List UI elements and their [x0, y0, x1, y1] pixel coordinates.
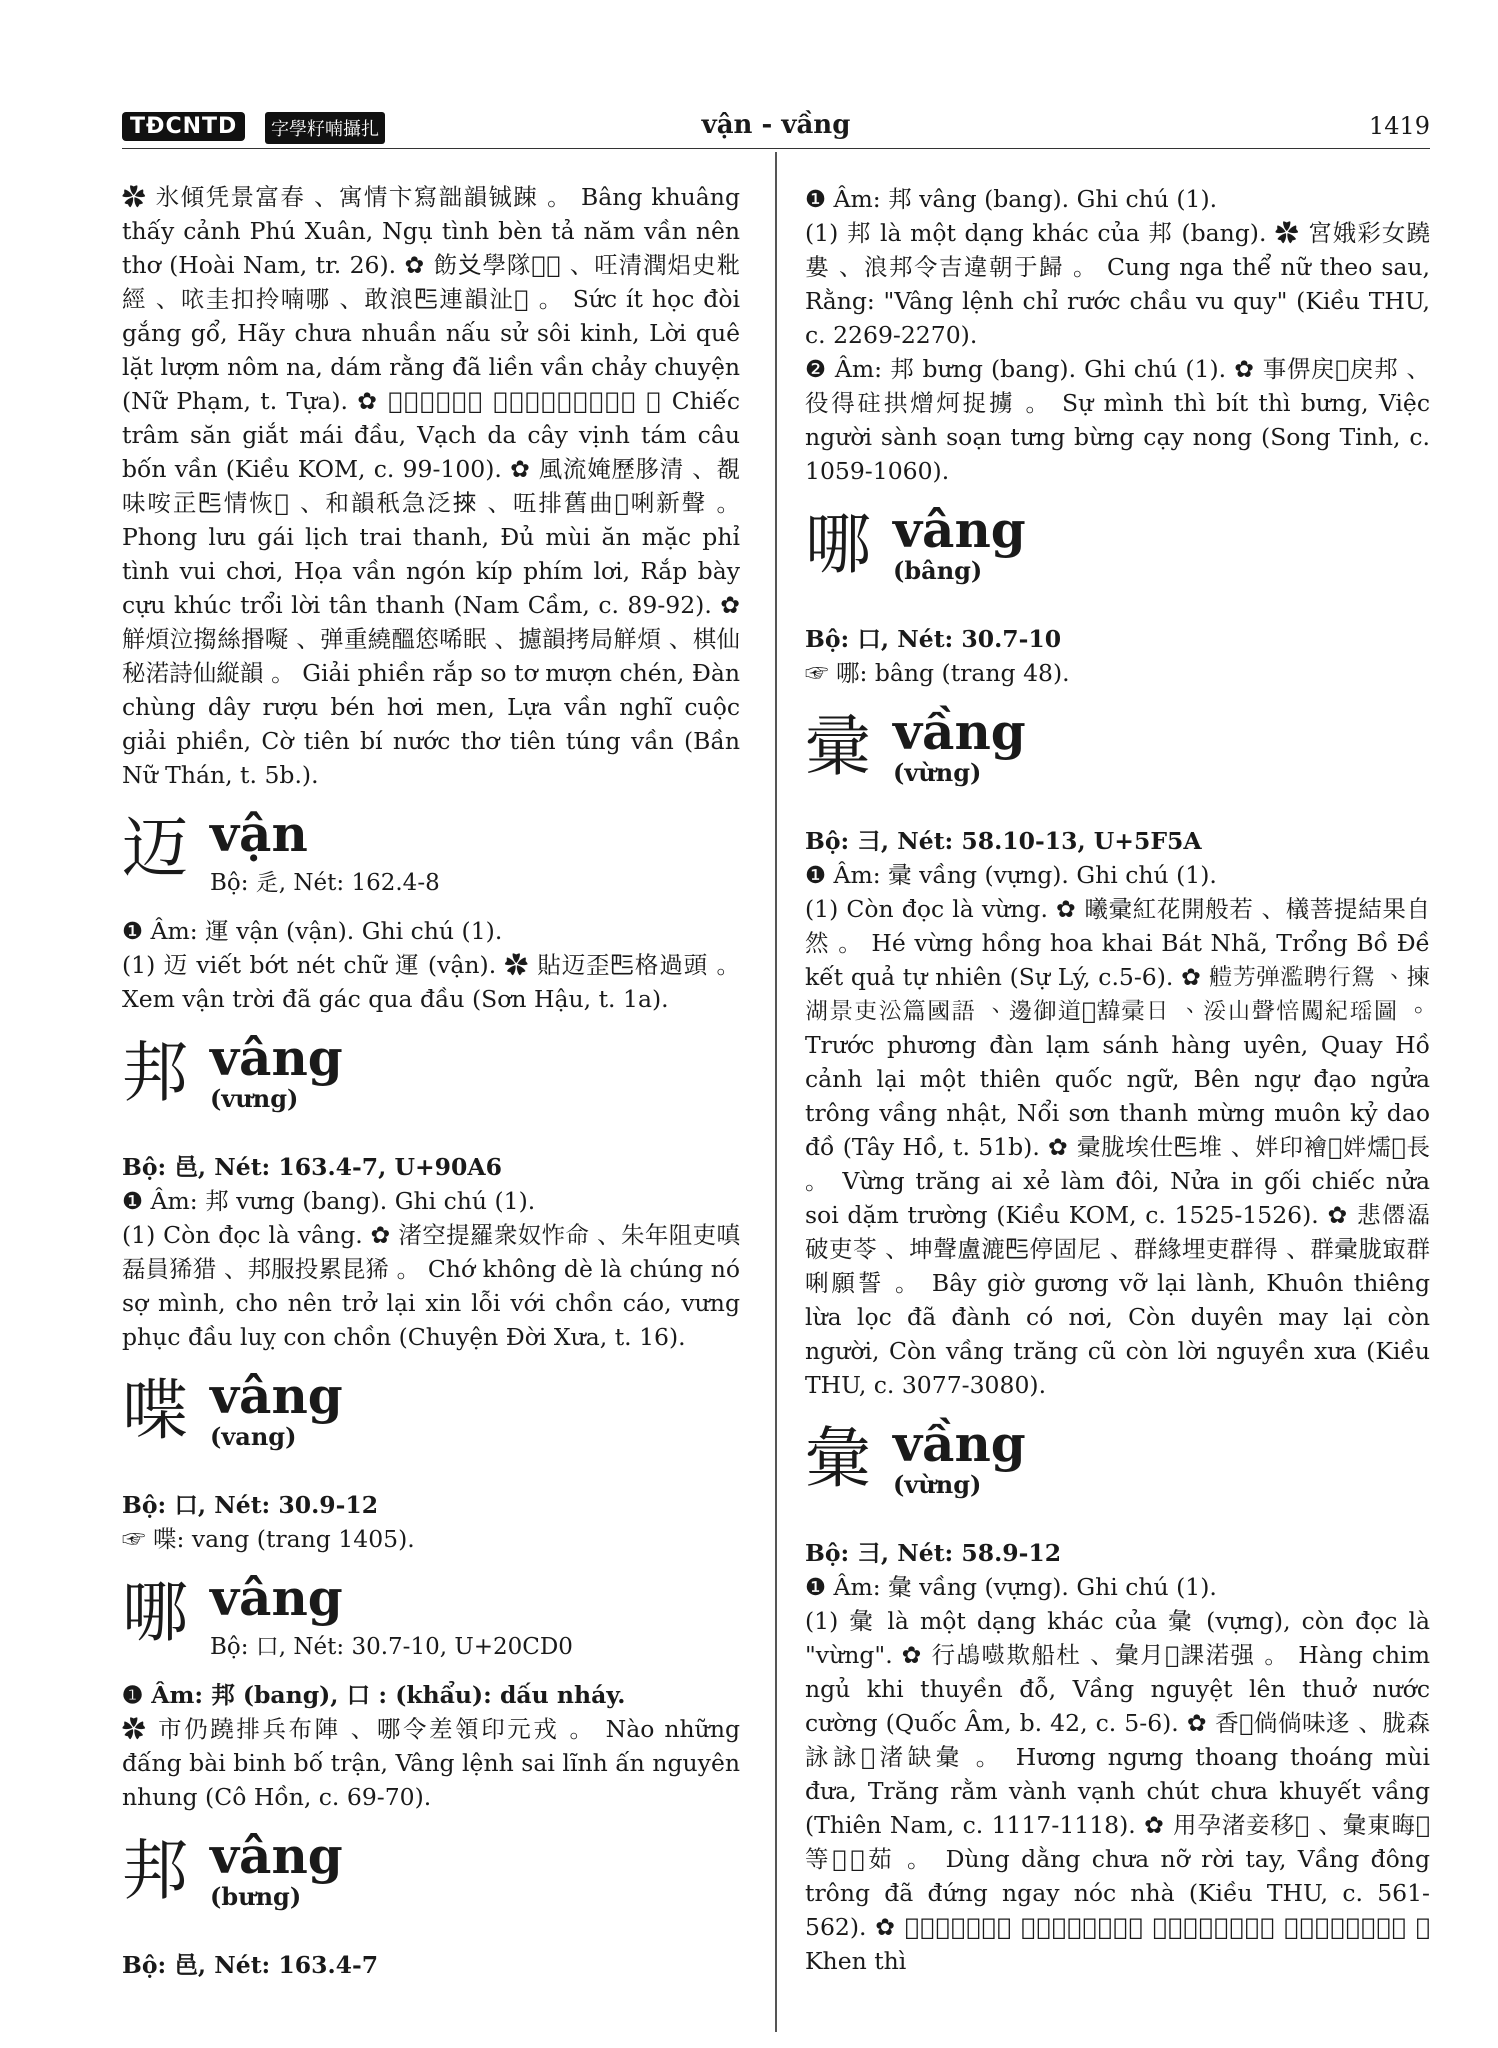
entry-am: ❶ Âm: 運 vận (vận). Ghi chú (1). — [122, 917, 503, 945]
entry-head — [805, 704, 1430, 824]
entry-radical: Bộ: 彐, Nét: 58.9-12 — [805, 1539, 1062, 1567]
entry-pronunciation: (bâng) — [893, 556, 983, 585]
entry-radical: Bộ: 邑, Nét: 163.4-7 — [122, 1951, 379, 1979]
entry-radical: Bộ: 辵, Nét: 162.4-8 — [210, 870, 440, 896]
entry-body: ✿ 市仍蹺排兵布陣 、哪令差領印元戎 。 Nào những đấng bài binh bố trận, Vâng lệnh sai lĩnh ấn nguyên nhung (Cô Hồn, c. 69-70). — [122, 1715, 740, 1811]
entry-pronunciation: (vang) — [210, 1422, 297, 1451]
entry-radical: Bộ: 口, Nét: 30.7-10 — [805, 625, 1062, 653]
entry-am: ❶ Âm: 彚 vầng (vựng). Ghi chú (1). — [805, 861, 1217, 889]
entry-body: (1) Còn đọc là vâng. ✿ 渚空提羅衆奴怍命 、朱年阻吏嗔磊員狶猎 、邦服投累昆狶 。 Chớ không dè là chúng nó sợ mình, cho nên trở lại xin lỗi với chồn cáo, vưng phục đầu luỵ con chồn (Chuyện Đời Xưa, t. 16). — [122, 1221, 740, 1351]
entry-headword: vầng — [893, 702, 1026, 761]
entry-headword: vâng — [210, 1826, 343, 1885]
entry-radical: Bộ: 口, Nét: 30.9-12 — [122, 1491, 379, 1519]
entry-paragraph: ✿ 氷傾凭景富春 、寓情卞寫韷韻铖踈 。 Bâng khuâng thấy cảnh Phú Xuân, Ngụ tình bèn tả năm vần nên thơ (Hoài Nam, tr. 26). ✿ 飭𠬠學隊𠢞𠢟 、㕵清潤焒史粃經 、𠲖圭扣拎喃哪 、敢浪𠀧連韻沚𠻃 。 Sức ít học đòi gắng gổ, Hãy chưa nhuần nấu sử sôi kinh, Lời quê lặt lượm nôm na, dám rằng đã liền vần chảy chuyện (Nữ Phạm, t. Tựa). ✿ 𤤰簪産擳厘頭 、拍㐌核詠㮨勾罘韻 。 Chiếc trâm săn giắt mái đầu, Vạch da cây vịnh tám câu bốn vần (Kiều KOM, c. 99-100). ✿ 風流㛪歷䏧清 、覩味咹㱏𠀧情恢𣈙 、和韻秖急泛𢯦 、㕶排舊曲𨀏唎新聲 。 Phong lưu gái lịch trai thanh, Đủ mùi ăn mặc phỉ tình vui chơi, Họa vần ngón kíp phím lơi, Rắp bày cựu khúc trổi lời tân thanh (Nam Cầm, c. 89-92). ✿ 觧煩泣搊絲㨉㘈 、弹重繞醞㥋唏眠 、攄韻拷局觧煩 、棋仙秘渃詩仙縦韻 。 Giải phiền rắp so tơ mượn chén, Đàn chùng dây rượu bén hơi men, Lựa vần nghĩ cuộc giải phiền, Cờ tiên bí nước thơ tiên túng vần (Bần Nữ Thán, t. 5b.). — [122, 183, 740, 789]
entry-am: ❶ Âm: 邦 vưng (bang). Ghi chú (1). — [122, 1187, 536, 1215]
column-divider — [775, 152, 777, 2032]
entry-hanzi: 彙 — [805, 1420, 871, 1497]
entry-am: ❶ Âm: 邦 vâng (bang). Ghi chú (1). — [805, 185, 1218, 213]
entry-hanzi: 哪 — [122, 1574, 188, 1651]
entry-head — [805, 502, 1430, 622]
entry-pronunciation: (bưng) — [210, 1882, 302, 1911]
entry-body: (1) 彙 là một dạng khác của 彙 (vựng), còn đọc là "vừng". ✿ 行𪀄𠿤欺船杜 、彙月𨀍課渃强 。 Hàng chim ngủ khi thuyền đỗ, Vầng nguyệt lên thuở nước cường (Quốc Âm, b. 42, c. 5-6). ✿ 香𣹕倘倘味迻 、胧森詠詠𦁀渚缺彙 。 Hương ngưng thoang thoáng mùi đưa, Trăng rằm vành vạnh chút chưa khuyết vầng (Thiên Nam, c. 1117-1118). ✿ 用孕渚妾移𣙈 、彙東晦𠀧等𧷸𧄭茹 。 Dùng dằng chưa nỡ rời tay, Vầng đông trông đã đứng ngay nóc nhà (Kiều THU, c. 561-562). ✿ 𣅶時铖乍吱铖曳 、秩𢀨庄歐特庄𢚸 、固埃别特悉知己 、㟁㟁嫩高月㝵彙 。 Khen thì — [805, 1607, 1430, 1975]
entry-radical: Bộ: 邑, Nét: 163.4-7, U+90A6 — [122, 1153, 502, 1181]
entry-head — [122, 1030, 740, 1150]
entry-head — [122, 1828, 740, 1948]
page-header — [122, 104, 1430, 149]
entry-headword: vận — [210, 804, 308, 863]
entry-reference: ☞ 喋: vang (trang 1405). — [122, 1525, 415, 1553]
entry-headword: vâng — [210, 1366, 343, 1425]
entry-headword: vâng — [210, 1568, 343, 1627]
page-title: vận - vầng — [701, 110, 851, 140]
entry-am: ❷ Âm: 邦 bưng (bang). Ghi chú (1). ✿ 事㑭戻𥴙戻邦 、役得砫拱熷炣捉擄 。 Sự mình thì bít thì bưng, Việc người sành soạn tưng bừng cạy nong (Song Tinh, c. 1059-1060). — [805, 355, 1430, 485]
entry-am: ❶ Âm: 邦 (bang), 口 : (khẩu): dấu nháy. — [122, 1681, 626, 1709]
entry-radical: Bộ: 彐, Nét: 58.10-13, U+5F5A — [805, 827, 1202, 855]
entry-pronunciation: (vừng) — [893, 758, 982, 787]
entry-body: (1) Còn đọc là vừng. ✿ 曦彚紅花開般若 、檥菩提結果自然 。 Hé vừng hồng hoa khai Bát Nhã, Trổng Bồ Đề kết quả tự nhiên (Sự Lý, c.5-6). ✿ 𦪍芳弹濫聘行鴛 、揀湖景吏㳂篇國語 、邊御道𤉗𩏓彚日 、浽山聲㥉闖紀瑶圖 。 Trước phương đàn lạm sánh hàng uyên, Quay Hồ cảnh lại một thiên quốc ngữ, Bên ngự đạo ngửa trông vầng nhật, Nổi sơn thanh mừng muôn kỷ dao đồ (Tây Hồ, t. 51b). ✿ 彚胧埃仕𠀧堆 、姅印襘𩃳姅燸𩧍長 。 Vừng trăng ai xẻ làm đôi, Nửa in gối chiếc nửa soi dặm trường (Kiều KOM, c. 1525-1526). ✿ 悲𠎣𤂬破吏苓 、坤聲盧漉𠀧停固尼 、群緣埋吏群得 、群彚胧㝡群唎願誓 。 Bây giờ gương vỡ lại lành, Khuôn thiêng lừa lọc đã đành có nơi, Còn duyên may lại còn người, Còn vầng trăng cũ còn lời nguyền xưa (Kiều THU, c. 3077-3080). — [805, 895, 1430, 1399]
entry-hanzi: 邦 — [122, 1832, 188, 1909]
entry-body: (1) 邦 là một dạng khác của 邦 (bang). ✿ 宮娥彩女蹺婁 、浪邦令吉違朝于歸 。 Cung nga thể nữ theo sau, Rằng: "Vâng lệnh chỉ rước chầu vu quy" (Kiều THU, c. 2269-2270). — [805, 219, 1430, 349]
logo-tdcntd: TĐCNTD — [122, 112, 245, 141]
entry-hanzi: 哪 — [805, 506, 871, 583]
entry-reference: ☞ 哪: bâng (trang 48). — [805, 659, 1070, 687]
entry-am: ❶ Âm: 彙 vầng (vựng). Ghi chú (1). — [805, 1573, 1217, 1601]
entry-head — [122, 806, 740, 914]
entry-pronunciation: (vưng) — [210, 1084, 299, 1113]
left-column — [122, 180, 740, 1982]
entry-body: (1) 迈 viết bớt nét chữ 運 (vận). ✿ 貼迈歪𠀧格過頭 。 Xem vận trời đã gác qua đầu (Sơn Hậu, t. 1a). — [122, 951, 740, 1013]
entry-headword: vâng — [893, 500, 1026, 559]
entry-head — [122, 1368, 740, 1488]
logo-chu-nom: 字學籽喃攝扎 — [265, 112, 385, 144]
entry-pronunciation: (vừng) — [893, 1470, 982, 1499]
entry-hanzi: 喋 — [122, 1372, 188, 1449]
entry-hanzi: 彚 — [805, 708, 871, 785]
right-column — [805, 182, 1430, 1978]
page-number: 1419 — [1368, 112, 1430, 140]
entry-headword: vâng — [210, 1028, 343, 1087]
entry-headword: vầng — [893, 1414, 1026, 1473]
entry-head — [805, 1416, 1430, 1536]
entry-radical: Bộ: 口, Nét: 30.7-10, U+20CD0 — [210, 1634, 573, 1660]
entry-head — [122, 1570, 740, 1678]
entry-hanzi: 邦 — [122, 1034, 188, 1111]
entry-hanzi: 迈 — [122, 810, 188, 887]
